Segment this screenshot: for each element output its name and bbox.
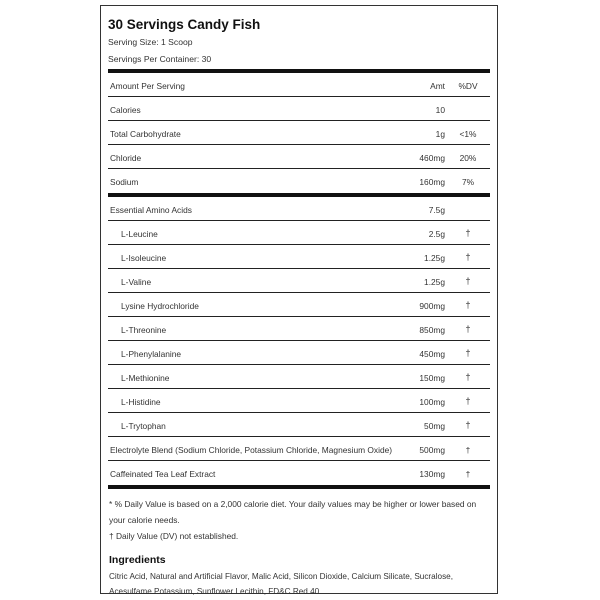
nutrient-name: L-Methionine	[121, 373, 170, 383]
dagger-mark: †	[465, 300, 471, 310]
dagger-mark: †	[465, 252, 471, 262]
nutrient-name: Total Carbohydrate	[110, 129, 181, 139]
product-title: 30 Servings Candy Fish	[108, 17, 261, 32]
nutrient-amt: 150mg	[419, 373, 445, 383]
nutrient-row-chloride	[108, 145, 490, 169]
nutrient-amt: 2.5g	[428, 229, 445, 239]
dagger-mark: †	[465, 228, 471, 238]
dv-not-established-footnote: † Daily Value (DV) not established.	[109, 531, 239, 541]
nutrition-facts-panel	[100, 5, 498, 594]
nutrient-amt: 1g	[435, 129, 445, 139]
amino-row-l-threonine	[108, 317, 490, 341]
nutrient-row-essential-amino-acids	[108, 197, 490, 221]
nutrient-row-electrolyte-blend	[108, 437, 490, 461]
footnotes	[108, 496, 490, 544]
amino-row-l-histidine	[108, 389, 490, 413]
nutrient-name: L-Histidine	[121, 397, 161, 407]
amino-row-l-isoleucine	[108, 245, 490, 269]
nutrient-name: L-Valine	[121, 277, 152, 287]
servings-per-container: Servings Per Container: 30	[108, 54, 212, 64]
dagger-mark: †	[465, 469, 471, 479]
dagger-mark: †	[465, 324, 471, 334]
nutrient-amt: 10	[435, 105, 445, 115]
amino-row-l-trytophan	[108, 413, 490, 437]
thick-divider	[108, 485, 490, 489]
nutrient-amt: 100mg	[419, 397, 445, 407]
nutrient-amt: 460mg	[419, 153, 445, 163]
amino-row-lysine-hydrochloride	[108, 293, 490, 317]
nutrient-dv: 20%	[459, 153, 477, 163]
header-amount-per-serving: Amount Per Serving	[110, 81, 185, 91]
nutrient-row-total-carbohydrate	[108, 121, 490, 145]
amino-row-l-valine	[108, 269, 490, 293]
nutrient-name: L-Leucine	[121, 229, 158, 239]
nutrient-amt: 1.25g	[424, 277, 445, 287]
nutrient-row-caffeinated-tea-leaf-extract	[108, 461, 490, 485]
amino-row-l-phenylalanine	[108, 341, 490, 365]
table-header-row	[108, 73, 490, 97]
header-amt: Amt	[430, 81, 445, 91]
nutrient-amt: 160mg	[419, 177, 445, 187]
dagger-mark: †	[465, 445, 471, 455]
nutrient-amt: 130mg	[419, 469, 445, 479]
dagger-mark: †	[465, 396, 471, 406]
nutrient-name: L-Isoleucine	[121, 253, 167, 263]
nutrient-amt: 500mg	[419, 445, 445, 455]
nutrient-amt: 450mg	[419, 349, 445, 359]
nutrient-dv: <1%	[459, 129, 477, 139]
nutrient-name: L-Phenylalanine	[121, 349, 182, 359]
nutrient-amt: 7.5g	[428, 205, 445, 215]
nutrient-name: Chloride	[110, 153, 142, 163]
nutrient-amt: 1.25g	[424, 253, 445, 263]
nutrient-row-calories	[108, 97, 490, 121]
nutrient-name: Essential Amino Acids	[110, 205, 192, 215]
ingredients-text: Citric Acid, Natural and Artificial Flavor, Malic Acid, Silicon Dioxide, Calcium Silicate, Sucralose, Acesulfame Potassium, Sunflower Lecithin, FD&C Red 40.	[109, 572, 454, 596]
dagger-mark: †	[465, 420, 471, 430]
nutrient-dv: 7%	[461, 177, 475, 187]
nutrient-name: Calories	[110, 105, 141, 115]
dagger-mark: †	[465, 276, 471, 286]
ingredients-title: Ingredients	[109, 554, 166, 566]
nutrient-amt: 50mg	[424, 421, 445, 431]
nutrient-name: L-Threonine	[121, 325, 167, 335]
daily-value-footnote: * % Daily Value is based on a 2,000 calorie diet. Your daily values may be higher or lower based on your calorie needs.	[109, 499, 477, 525]
nutrient-name: Electrolyte Blend (Sodium Chloride, Potassium Chloride, Magnesium Oxide)	[110, 445, 393, 455]
amino-row-l-leucine	[108, 221, 490, 245]
header-dv: %DV	[458, 81, 478, 91]
amino-row-l-methionine	[108, 365, 490, 389]
nutrient-amt: 900mg	[419, 301, 445, 311]
nutrient-name: L-Trytophan	[121, 421, 166, 431]
nutrient-name: Caffeinated Tea Leaf Extract	[110, 469, 216, 479]
nutrient-row-sodium	[108, 169, 490, 193]
nutrient-amt: 850mg	[419, 325, 445, 335]
nutrient-name: Lysine Hydrochloride	[121, 301, 199, 311]
serving-size: Serving Size: 1 Scoop	[108, 37, 193, 47]
dagger-mark: †	[465, 348, 471, 358]
nutrient-name: Sodium	[110, 177, 139, 187]
dagger-mark: †	[465, 372, 471, 382]
